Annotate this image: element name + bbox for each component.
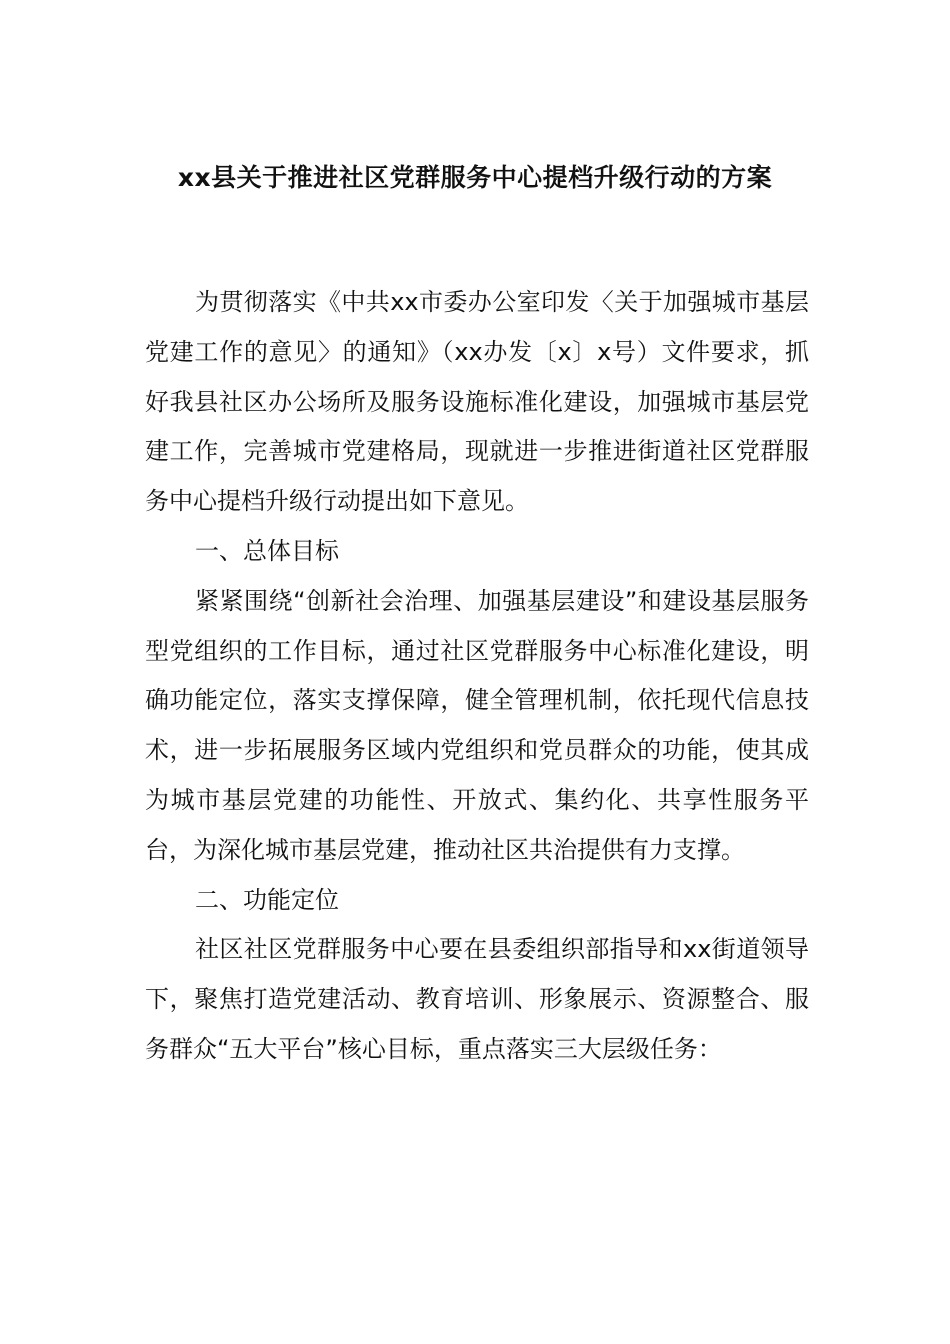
intro-paragraph: 为贯彻落实《中共xx市委办公室印发〈关于加强城市基层党建工作的意见〉的通知》（xx办发〔x〕x号）文件要求，抓好我县社区办公场所及服务设施标准化建设，加强城市基层党建工作，完善城市党建格局，现就进一步推进街道社区党群服务中心提档升级行动提出如下意见。 — [145, 288, 809, 516]
document-title: xx县关于推进社区党群服务中心提档升级行动的方案 — [177, 163, 773, 192]
function-positioning-paragraph: 社区社区党群服务中心要在县委组织部指导和xx街道领导下，聚焦打造党建活动、教育培训、形象展示、资源整合、服务群众“五大平台”核心目标，重点落实三大层级任务： — [145, 935, 809, 1063]
section-heading-function-positioning: 二、功能定位 — [195, 885, 339, 914]
overall-goal-paragraph: 紧紧围绕“创新社会治理、加强基层建设”和建设基层服务型党组织的工作目标，通过社区党群服务中心标准化建设，明确功能定位，落实支撑保障，健全管理机制，依托现代信息技术，进一步拓展服务区域内党组织和党员群众的功能，使其成为城市基层党建的功能性、开放式、集约化、共享性服务平台，为深化城市基层党建，推动社区共治提供有力支撑。 — [145, 586, 809, 864]
document-body — [145, 278, 809, 1075]
section-heading-overall-goal: 一、总体目标 — [195, 536, 339, 565]
